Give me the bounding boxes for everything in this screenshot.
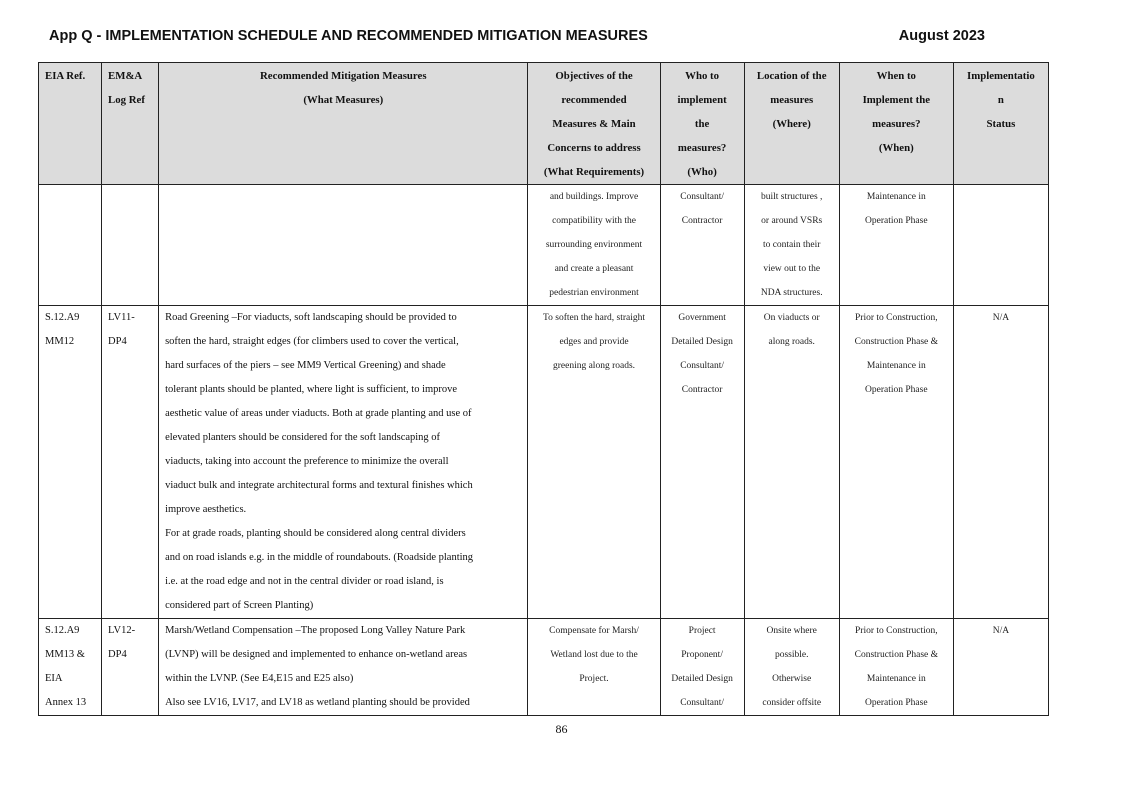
cell-line: Onsite where [766,626,817,636]
cell-line: or around VSRs [761,216,823,226]
cell-line: Implementatio [967,70,1035,82]
col-header-log-ref [102,63,159,185]
col-header-who [660,63,744,185]
cell-line: For at grade roads, planting should be considered along central dividers [165,528,466,539]
cell-line: Maintenance in [866,674,926,684]
cell-line: Road Greening –For viaducts, soft landscaping should be provided to [165,312,457,323]
cell-line: LV12- [108,625,136,636]
cell-line: Contractor [681,216,723,226]
cell-line: When to [876,70,916,82]
cell-line: i.e. at the road edge and not in the central divider or road island, is [165,576,444,587]
cell-line: Operation Phase [865,385,928,395]
cell-line: measures? [677,142,727,154]
cell-log-ref [102,619,159,716]
cell-measures [159,619,528,716]
col-header-objectives [528,63,660,185]
cell-line: (LVNP) will be designed and implemented to enhance on-wetland areas [165,649,468,660]
cell-line: Otherwise [772,674,812,684]
col-header-measures [159,63,528,185]
cell-line: Consultant/ [680,698,725,708]
cell-line: Project. [579,674,609,684]
document-header [49,28,985,50]
cell-line: (When) [878,142,914,154]
cell-line: Construction Phase & [854,337,938,347]
cell-line: Prior to Construction, [855,626,938,636]
cell-line: considered part of Screen Planting) [165,600,314,611]
table-row [39,306,1049,619]
cell-line: the [694,118,710,130]
cell-line: and on road islands e.g. in the middle of roundabouts. (Roadside planting [165,552,474,563]
cell-log-ref [102,306,159,619]
cell-who [660,619,744,716]
cell-line: Marsh/Wetland Compensation –The proposed Long Valley Nature Park [165,625,466,636]
cell-who [660,306,744,619]
cell-line: (What Measures) [303,94,384,106]
cell-line: Measures & Main [552,118,636,130]
cell-line: and create a pleasant [554,264,634,274]
cell-line: consider offsite [762,698,822,708]
cell-line: greening along roads. [552,361,636,371]
document-date: August 2023 [898,28,985,44]
cell-line: tolerant plants should be planted, where light is sufficient, to improve [165,384,458,395]
cell-line: along roads. [768,337,815,347]
cell-objectives [528,185,660,306]
cell-line: Prior to Construction, [855,313,938,323]
cell-line: EM&A [108,70,143,82]
col-header-eia-ref [39,63,102,185]
cell-status [953,185,1048,306]
cell-line: to contain their [762,240,821,250]
cell-line: N/A [992,626,1010,636]
cell-line: MM12 [45,336,75,347]
cell-line: Annex 13 [45,697,87,708]
table-row [39,185,1049,306]
page-number: 86 [555,722,568,736]
cell-line: n [997,94,1004,106]
cell-line: compatibility with the [552,216,636,226]
cell-line: viaduct bulk and integrate architectural forms and textural finishes which [165,480,473,491]
cell-where [744,306,839,619]
cell-objectives [528,619,660,716]
cell-line: Government [678,313,726,323]
cell-line: Maintenance in [866,361,926,371]
cell-line: DP4 [108,649,127,660]
cell-line: pedestrian environment [549,288,639,298]
cell-line: (Where) [772,118,811,130]
cell-line: aesthetic value of areas under viaducts. Both at grade planting and use of [165,408,472,419]
cell-line: Maintenance in [866,192,926,202]
col-header-where [744,63,839,185]
cell-line: Contractor [681,385,723,395]
cell-line: Operation Phase [865,698,928,708]
cell-line: Also see LV16, LV17, and LV18 as wetland planting should be provided [165,697,470,708]
cell-line: viaducts, taking into account the preference to minimize the overall [165,456,449,467]
cell-line: built structures , [760,192,823,202]
cell-line: Recommended Mitigation Measures [260,70,427,82]
cell-line: Wetland lost due to the [550,650,638,660]
cell-line: Who to [685,70,720,82]
cell-line: LV11- [108,312,135,323]
cell-line: Objectives of the [555,70,633,82]
cell-line: Project [688,626,716,636]
cell-line: recommended [561,94,627,106]
cell-line: DP4 [108,336,127,347]
cell-line: S.12.A9 [45,312,80,323]
cell-status [953,306,1048,619]
cell-line: (Who) [687,166,717,178]
cell-line: measures? [872,118,921,130]
cell-line: surrounding environment [545,240,643,250]
cell-log-ref [102,185,159,306]
cell-line: Compensate for Marsh/ [549,626,639,636]
cell-line: N/A [992,313,1010,323]
cell-where [744,619,839,716]
cell-line: possible. [774,650,809,660]
cell-who [660,185,744,306]
cell-line: Implement the [862,94,931,106]
table-row [39,619,1049,716]
cell-where [744,185,839,306]
cell-line: soften the hard, straight edges (for climbers used to cover the vertical, [165,336,459,347]
cell-line: Concerns to address [547,142,641,154]
implementation-schedule-table [38,62,1049,716]
cell-line: EIA [45,673,63,684]
col-header-status [953,63,1048,185]
cell-line: hard surfaces of the piers – see MM9 Vertical Greening) and shade [165,360,446,371]
cell-line: Detailed Design [671,337,733,347]
cell-line: implement [677,94,727,106]
cell-eia-ref [39,185,102,306]
cell-line: measures [770,94,814,106]
cell-line: Construction Phase & [854,650,938,660]
cell-line: Consultant/ [680,192,725,202]
cell-line: Consultant/ [680,361,725,371]
cell-objectives [528,306,660,619]
document-title: App Q - IMPLEMENTATION SCHEDULE AND RECOMMENDED MITIGATION MEASURES [49,28,648,44]
cell-when [839,185,953,306]
cell-line: Detailed Design [671,674,733,684]
cell-line: Log Ref [108,94,145,106]
col-header-when [839,63,953,185]
cell-status [953,619,1048,716]
cell-line: EIA Ref. [45,70,86,82]
cell-measures [159,185,528,306]
cell-line: Operation Phase [865,216,928,226]
cell-eia-ref [39,306,102,619]
cell-line: Location of the [756,70,827,82]
cell-line: S.12.A9 [45,625,80,636]
cell-line: Proponent/ [681,650,723,660]
cell-line: edges and provide [559,337,629,347]
cell-line: and buildings. Improve [549,192,639,202]
cell-line: To soften the hard, straight [543,313,645,323]
cell-line: elevated planters should be considered for the soft landscaping of [165,432,441,443]
cell-line: Status [986,118,1016,130]
cell-line: NDA structures. [760,288,823,298]
table-header-row [39,63,1049,185]
cell-line: On viaducts or [763,313,820,323]
cell-measures [159,306,528,619]
cell-line: view out to the [763,264,821,274]
cell-when [839,306,953,619]
cell-line: (What Requirements) [543,166,645,178]
cell-line: MM13 & [45,649,85,660]
cell-line: improve aesthetics. [165,504,247,515]
cell-line: within the LVNP. (See E4,E15 and E25 also) [165,673,354,684]
cell-when [839,619,953,716]
cell-eia-ref [39,619,102,716]
